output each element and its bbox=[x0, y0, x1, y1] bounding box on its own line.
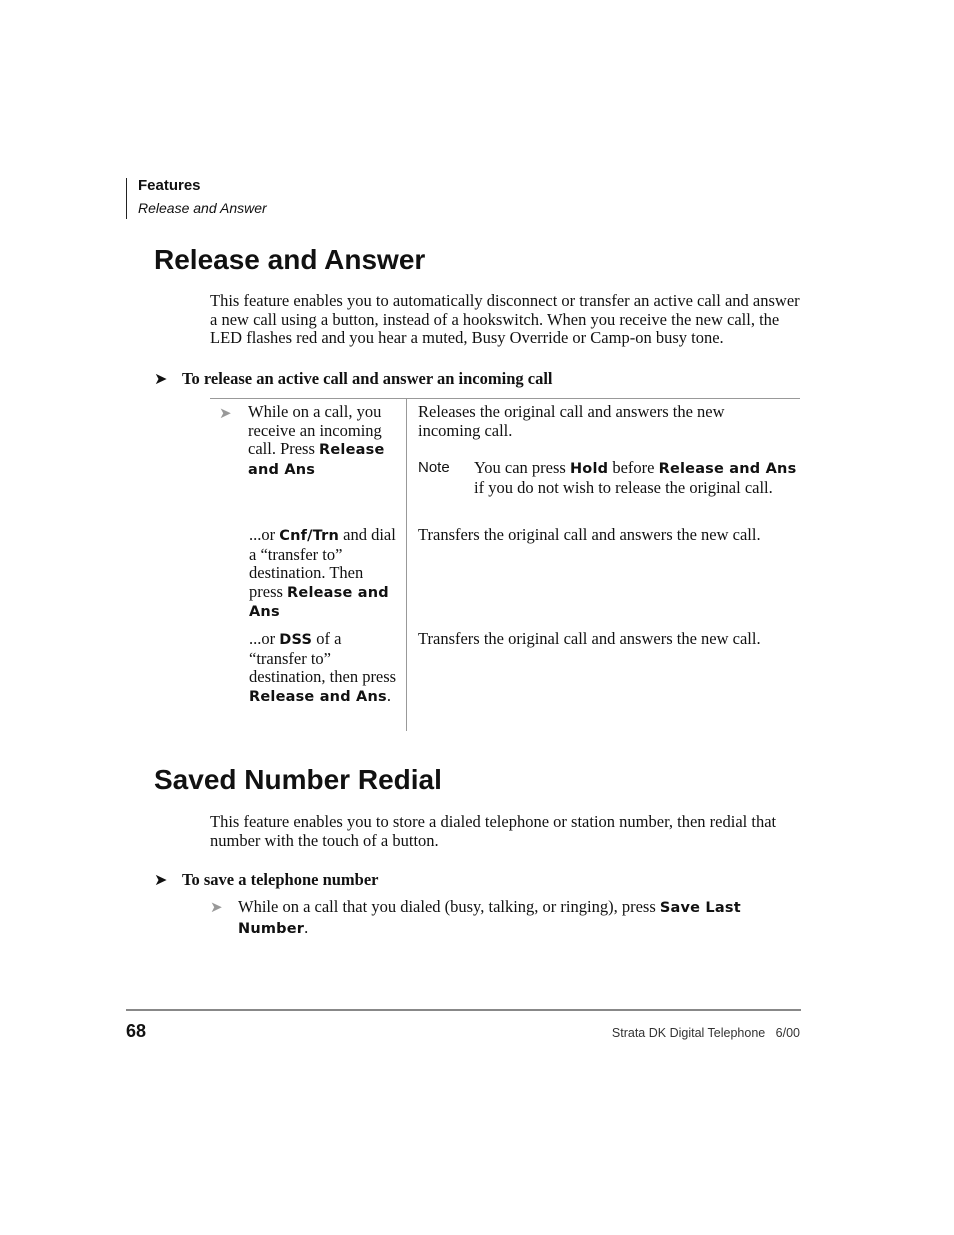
header-subsection: Release and Answer bbox=[138, 200, 267, 216]
key-hold: Hold bbox=[569, 461, 609, 477]
footer-rule bbox=[126, 1009, 801, 1011]
table-row-3-result: Transfers the original call and answers the new call. bbox=[418, 629, 761, 648]
procedure-label: To save a telephone number bbox=[182, 870, 379, 889]
saved-redial-heading: Saved Number Redial bbox=[154, 764, 442, 795]
save-step-text: While on a call that you dialed (busy, talking, or ringing), press Save Last Number. bbox=[238, 897, 741, 937]
release-answer-intro: This feature enables you to automatically disconnect or transfer an active call and answer a new call using a button, instead of a hookswitch. When you receive the new call, the LED flashes red and you hear a muted, Busy Override or Camp-on busy tone. bbox=[210, 291, 800, 348]
procedure-heading-release bbox=[154, 369, 553, 389]
table-row-2-result: Transfers the original call and answers the new call. bbox=[418, 525, 761, 544]
key-release-and-ans: Release and Ans bbox=[658, 461, 797, 477]
key-cnf-trn: Cnf/Trn bbox=[279, 528, 339, 544]
table-column-divider bbox=[406, 399, 407, 731]
step-arrow-icon: ➤ bbox=[219, 404, 232, 422]
procedure-heading-save bbox=[154, 870, 379, 890]
procedure-arrow-icon: ➤ bbox=[154, 870, 168, 889]
table-row-2-action: ...or Cnf/Trn and dial a “transfer to” destination. Then press Release and Ans bbox=[249, 525, 396, 621]
key-release-and-ans: Release and Ans bbox=[248, 442, 385, 478]
table-top-rule bbox=[210, 398, 800, 399]
table-row-3-action: ...or DSS of a “transfer to” destination, then press Release and Ans. bbox=[249, 629, 397, 705]
procedure-arrow-icon: ➤ bbox=[154, 369, 168, 388]
procedure-label: To release an active call and answer an incoming call bbox=[182, 369, 553, 388]
release-answer-heading: Release and Answer bbox=[154, 244, 426, 275]
table-row-1-action: While on a call, you receive an incoming call. Press Release and Ans bbox=[248, 402, 385, 478]
key-release-and-ans: Release and Ans bbox=[249, 584, 389, 621]
key-dss: DSS bbox=[279, 632, 313, 648]
step-arrow-icon: ➤ bbox=[210, 898, 223, 916]
footer-doc-title: Strata DK Digital Telephone 6/00 bbox=[611, 1026, 800, 1040]
key-release-and-ans: Release and Ans bbox=[249, 688, 387, 705]
note-text: You can press Hold before Release and Ans if you do not wish to release the original call. bbox=[474, 458, 797, 497]
table-row-1-result: Releases the original call and answers the new incoming call. bbox=[418, 402, 725, 440]
header-section: Features bbox=[138, 177, 201, 194]
page-number: 68 bbox=[126, 1021, 147, 1041]
note-label: Note bbox=[418, 459, 450, 476]
saved-redial-intro: This feature enables you to store a dialed telephone or station number, then redial that number with the touch of a button. bbox=[210, 812, 777, 850]
key-save-last-number: Save Last Number bbox=[238, 900, 741, 937]
header-rule bbox=[126, 178, 127, 219]
